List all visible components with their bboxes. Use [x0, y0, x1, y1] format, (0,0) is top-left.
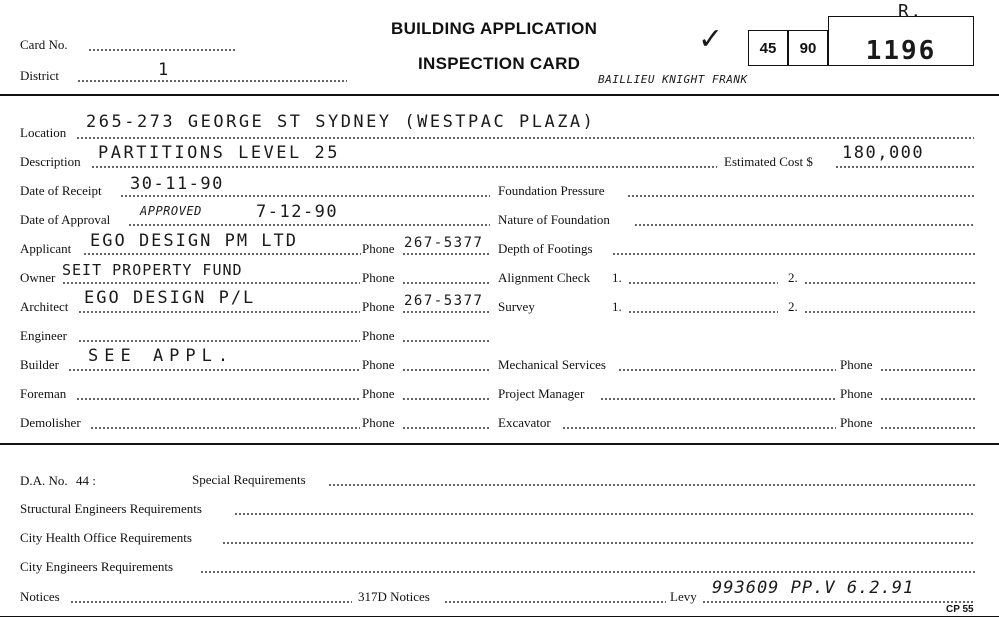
project-manager-label: Project Manager — [498, 386, 585, 401]
project-manager-phone-line — [880, 398, 975, 400]
engineer-label: Engineer — [20, 328, 67, 343]
header-rule — [0, 94, 999, 96]
owner-label: Owner — [20, 270, 56, 285]
levy-value: 993609 PP.V 6.2.91 — [712, 578, 915, 598]
levy-label: Levy — [670, 589, 697, 604]
notices-317d-line — [444, 601, 666, 603]
tick-mark: ✓ — [700, 18, 723, 58]
foundation-pressure-line — [627, 195, 975, 197]
alignment-check-label: Alignment Check — [498, 270, 591, 285]
date-of-approval-label: Date of Approval — [20, 212, 111, 227]
foundation-pressure-label: Foundation Pressure — [498, 183, 605, 198]
date-of-receipt-line — [120, 195, 490, 197]
notices-317d-label: 317D Notices — [358, 589, 430, 604]
depth-of-footings-line — [612, 253, 975, 255]
survey-2: 2. — [788, 299, 798, 314]
special-requirements-line — [328, 484, 975, 486]
notices-line — [70, 601, 352, 603]
owner-value: SEIT PROPERTY FUND — [62, 261, 243, 279]
district-line — [77, 80, 347, 82]
description-label: Description — [20, 154, 81, 169]
engineer-line — [78, 340, 360, 342]
district-value: 1 — [158, 60, 170, 80]
owner-phone-label: Phone — [362, 270, 395, 285]
estimated-cost-line — [835, 166, 975, 168]
bottom-rule — [0, 616, 999, 617]
excavator-phone-line — [880, 427, 975, 429]
form-code: CP 55 — [946, 604, 974, 615]
middle-rule — [0, 443, 999, 445]
card-letter: R. — [898, 1, 923, 22]
engineer-phone-line — [402, 340, 490, 342]
applicant-value: EGO DESIGN PM LTD — [90, 231, 298, 251]
project-manager-line — [600, 398, 836, 400]
date-of-receipt-label: Date of Receipt — [20, 183, 102, 198]
description-line — [91, 166, 717, 168]
nature-of-foundation-label: Nature of Foundation — [498, 212, 610, 227]
foreman-phone-line — [402, 398, 490, 400]
owner-phone-line — [402, 282, 490, 284]
notices-label: Notices — [20, 589, 60, 604]
architect-line — [78, 311, 360, 313]
excavator-line — [562, 427, 836, 429]
approval-note: APPROVED — [140, 204, 202, 218]
alignment-check-line-1 — [628, 282, 778, 284]
title-line-1: BUILDING APPLICATION — [391, 19, 598, 38]
code-box-1 — [748, 30, 788, 66]
structural-engineers-line — [234, 513, 975, 515]
code-box-1-text: 45 — [759, 39, 777, 57]
architect-label: Architect — [20, 299, 69, 314]
demolisher-phone-label: Phone — [362, 415, 395, 430]
agent-note: BAILLIEU KNIGHT FRANK — [598, 73, 748, 86]
code-box-2 — [788, 30, 828, 66]
mechanical-services-label: Mechanical Services — [498, 357, 606, 372]
applicant-line — [83, 253, 361, 255]
builder-label: Builder — [20, 357, 59, 372]
engineer-phone-label: Phone — [362, 328, 395, 343]
excavator-label: Excavator — [498, 415, 551, 430]
city-engineers-line — [200, 571, 975, 573]
alignment-check-2: 2. — [788, 270, 798, 285]
applicant-phone: 267-5377 — [404, 235, 484, 251]
applicant-label: Applicant — [20, 241, 72, 256]
foreman-label: Foreman — [20, 386, 67, 401]
survey-label: Survey — [498, 299, 535, 314]
da-no-label: D.A. No. — [20, 473, 68, 488]
structural-engineers-label: Structural Engineers Requirements — [20, 501, 202, 516]
description-value: PARTITIONS LEVEL 25 — [98, 143, 340, 163]
date-of-approval-value: 7-12-90 — [256, 202, 339, 222]
title-line-2: INSPECTION CARD — [418, 54, 581, 73]
mechanical-services-line — [618, 369, 836, 371]
district-label: District — [20, 68, 59, 83]
estimated-cost-value: 180,000 — [842, 143, 925, 163]
levy-line — [702, 601, 975, 603]
demolisher-label: Demolisher — [20, 415, 81, 430]
foreman-line — [76, 398, 360, 400]
demolisher-phone-line — [402, 427, 490, 429]
date-of-approval-line — [128, 224, 490, 226]
date-of-receipt-value: 30-11-90 — [130, 174, 224, 194]
code-box-2-text: 90 — [799, 39, 817, 57]
applicant-phone-label: Phone — [362, 241, 395, 256]
alignment-check-1: 1. — [612, 270, 622, 285]
estimated-cost-label: Estimated Cost $ — [724, 154, 813, 169]
architect-phone-line — [402, 311, 490, 313]
demolisher-line — [90, 427, 360, 429]
excavator-phone-label: Phone — [840, 415, 873, 430]
da-no-value: 44 : — [76, 473, 96, 488]
city-health-label: City Health Office Requirements — [20, 530, 192, 545]
card-number: 1196 — [865, 36, 937, 66]
location-value: 265-273 GEORGE ST SYDNEY (WESTPAC PLAZA) — [86, 112, 596, 132]
alignment-check-line-2 — [804, 282, 975, 284]
owner-line — [62, 282, 360, 284]
card-number-box — [828, 16, 974, 66]
mechanical-services-phone-line — [880, 369, 975, 371]
location-line — [76, 137, 974, 139]
project-manager-phone-label: Phone — [840, 386, 873, 401]
architect-phone: 267-5377 — [404, 293, 484, 309]
card-no-line — [88, 49, 236, 51]
card-no-label: Card No. — [20, 37, 68, 52]
architect-phone-label: Phone — [362, 299, 395, 314]
mechanical-services-phone-label: Phone — [840, 357, 873, 372]
survey-line-2 — [804, 311, 975, 313]
architect-value: EGO DESIGN P/L — [84, 288, 256, 308]
foreman-phone-label: Phone — [362, 386, 395, 401]
city-engineers-label: City Engineers Requirements — [20, 559, 174, 574]
builder-value: SEE APPL. — [88, 346, 235, 366]
builder-phone-label: Phone — [362, 357, 395, 372]
survey-line-1 — [628, 311, 778, 313]
depth-of-footings-label: Depth of Footings — [498, 241, 593, 256]
nature-of-foundation-line — [634, 224, 975, 226]
special-requirements-label: Special Requirements — [192, 472, 306, 487]
survey-1: 1. — [612, 299, 622, 314]
applicant-phone-line — [402, 253, 490, 255]
builder-phone-line — [402, 369, 490, 371]
city-health-line — [222, 542, 975, 544]
builder-line — [68, 369, 360, 371]
location-label: Location — [20, 125, 67, 140]
